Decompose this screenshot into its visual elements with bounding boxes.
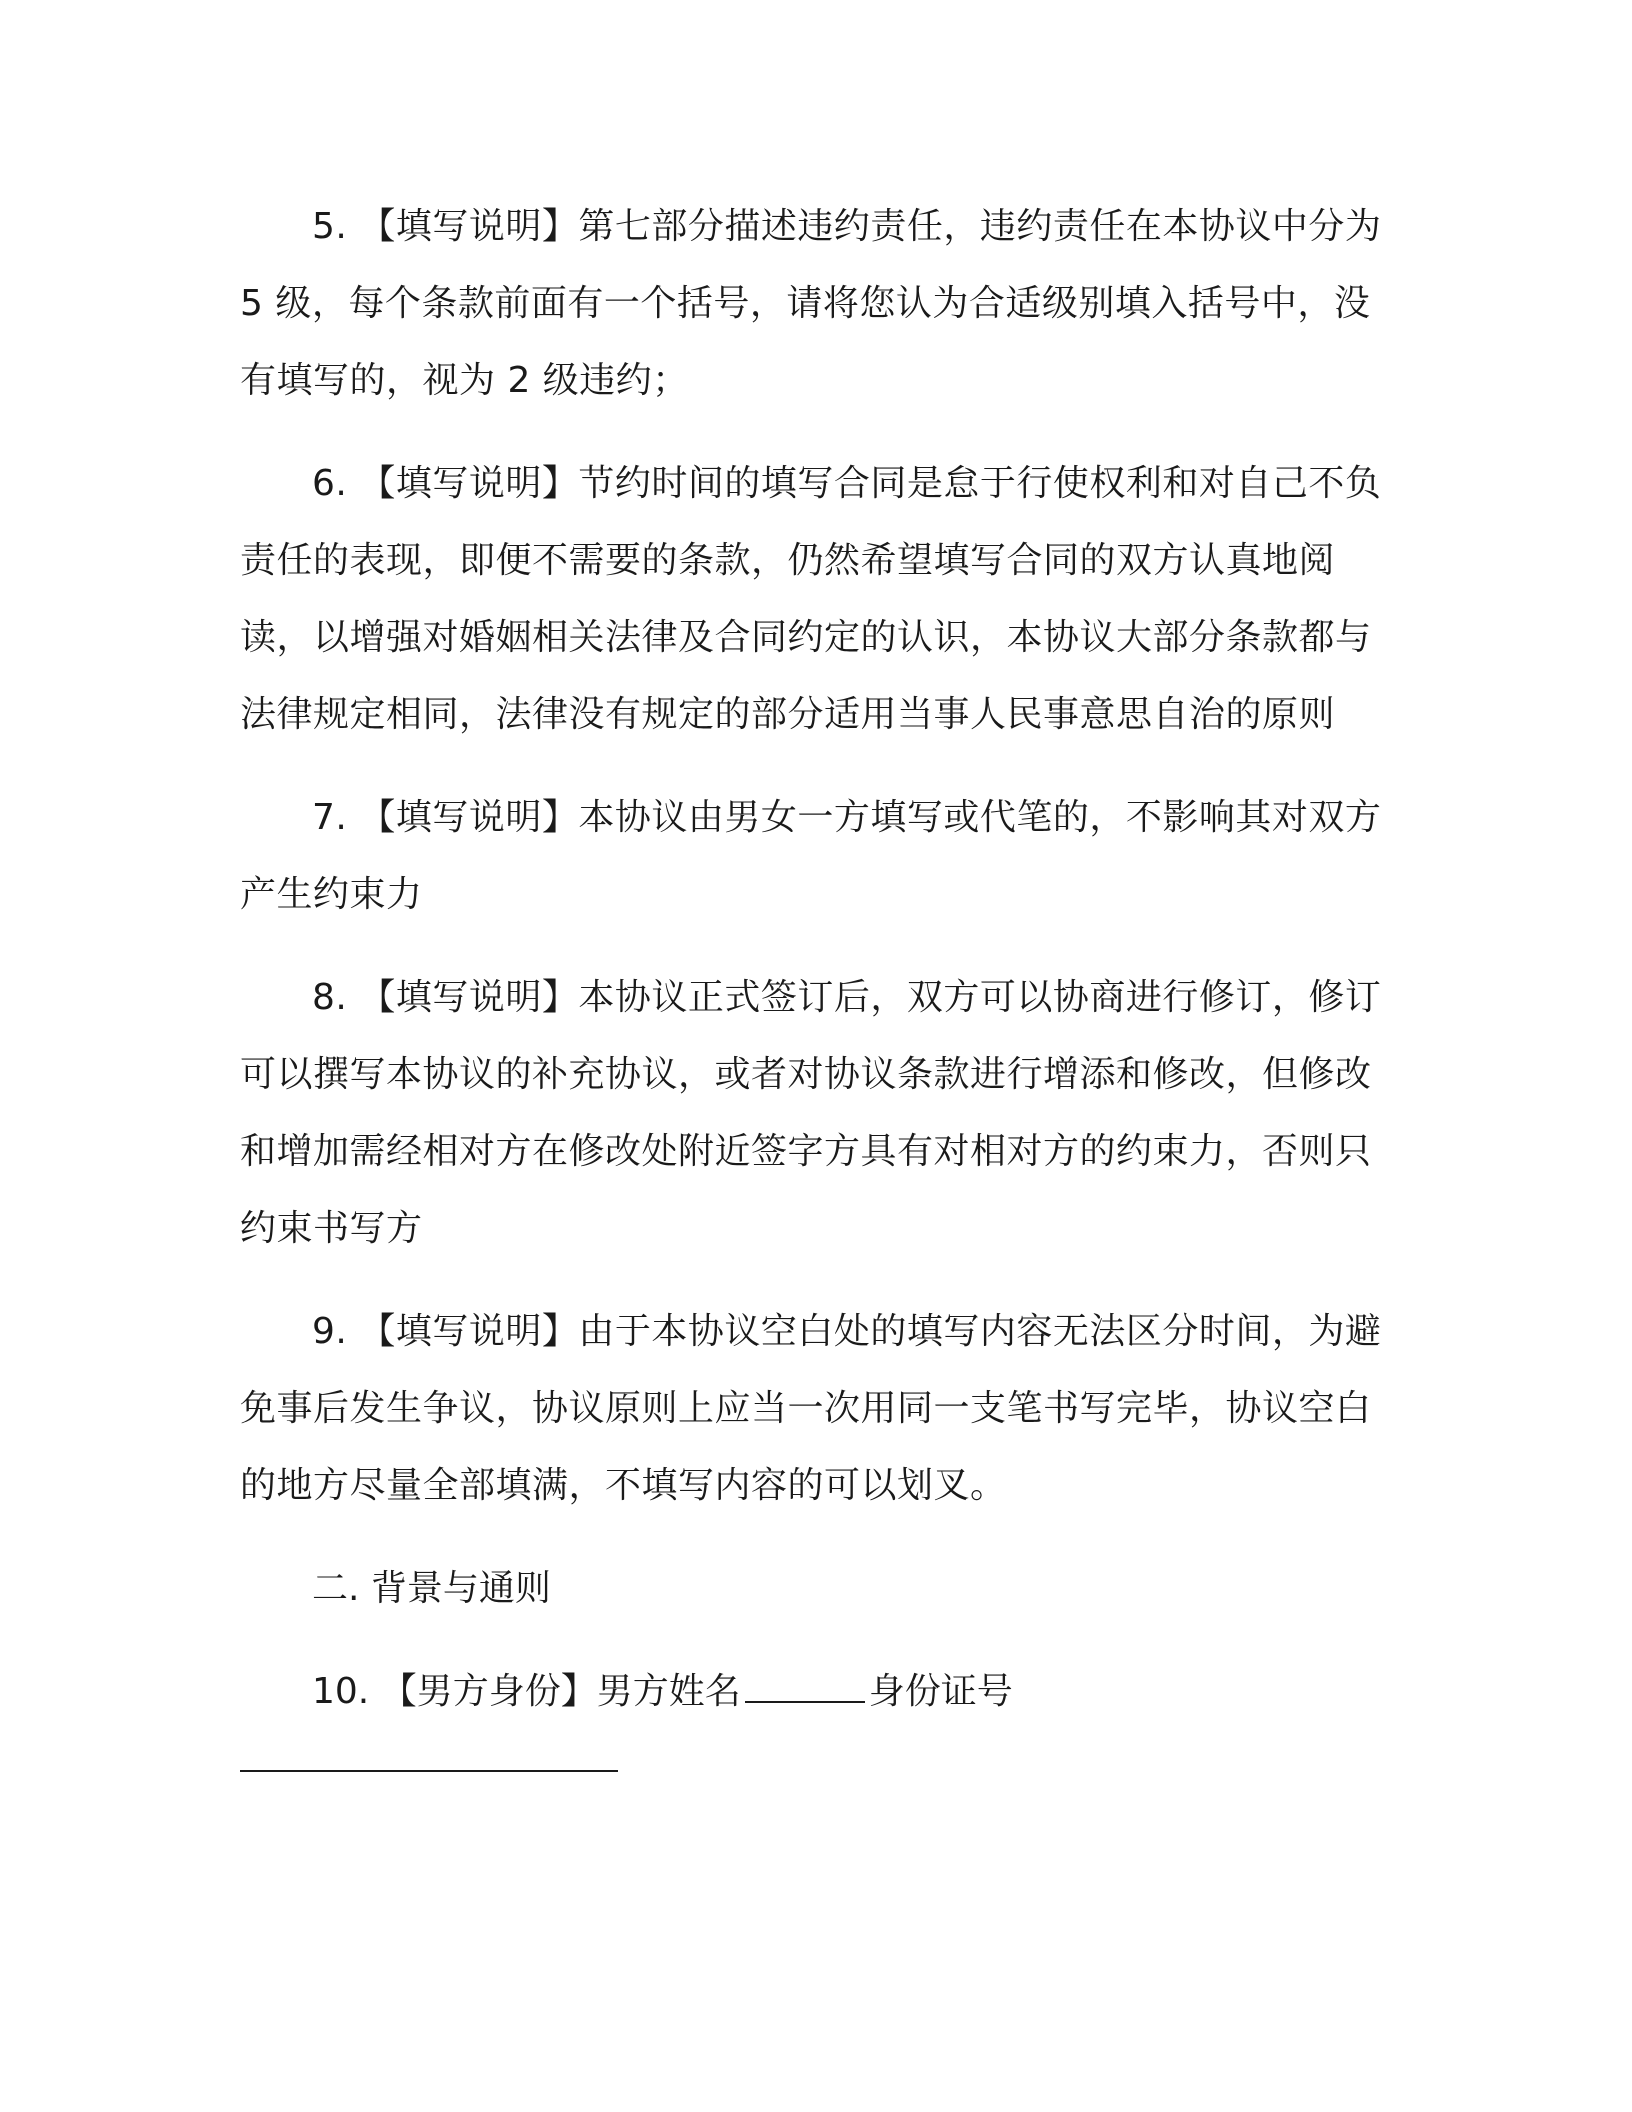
id-number-blank[interactable] xyxy=(240,1770,618,1772)
field-tag: 【男方身份】 xyxy=(380,1671,597,1712)
paragraph-5 xyxy=(240,188,1390,419)
paragraph-text: 节约时间的填写合同是怠于行使权利和对自己不负责任的表现，即便不需要的条款，仍然希望填写合同的双方认真地阅读，以增强对婚姻相关法律及合同约定的认识，本协议大部分条款都与法律规定相同，法律没有规定的部分适用当事人民事意思自治的原则 xyxy=(240,463,1382,735)
paragraph-9 xyxy=(240,1293,1390,1524)
paragraph-number: 7. xyxy=(312,797,348,838)
section-heading: 二. 背景与通则 xyxy=(312,1568,551,1609)
paragraph-text: 本协议由男女一方填写或代笔的，不影响其对双方产生约束力 xyxy=(240,797,1382,915)
male-identity-line xyxy=(240,1653,1390,1730)
paragraph-7 xyxy=(240,779,1390,933)
document-body xyxy=(240,188,1390,1772)
paragraph-6 xyxy=(240,445,1390,753)
paragraph-number: 8. xyxy=(312,977,348,1018)
paragraph-text: 本协议正式签订后，双方可以协商进行修订，修订可以撰写本协议的补充协议，或者对协议条款进行增添和修改，但修改和增加需经相对方在修改处附近签字方具有对相对方的约束力，否则只约束书写方 xyxy=(240,977,1382,1249)
paragraph-tag: 【填写说明】 xyxy=(359,797,579,838)
paragraph-number: 5. xyxy=(312,206,348,247)
paragraph-tag: 【填写说明】 xyxy=(359,977,579,1018)
paragraph-tag: 【填写说明】 xyxy=(359,206,579,247)
field-number: 10. xyxy=(312,1671,370,1712)
paragraph-number: 9. xyxy=(312,1311,348,1352)
paragraph-tag: 【填写说明】 xyxy=(359,463,579,504)
paragraph-tag: 【填写说明】 xyxy=(359,1311,579,1352)
name-label: 男方姓名 xyxy=(596,1671,741,1712)
paragraph-8 xyxy=(240,959,1390,1267)
paragraph-text: 第七部分描述违约责任，违约责任在本协议中分为 5 级，每个条款前面有一个括号，请将您认为合适级别填入括号中，没有填写的，视为 2 级违约； xyxy=(240,206,1382,401)
name-blank[interactable] xyxy=(745,1671,865,1703)
id-label: 身份证号 xyxy=(868,1671,1013,1712)
paragraph-number: 6. xyxy=(312,463,348,504)
paragraph-text: 由于本协议空白处的填写内容无法区分时间，为避免事后发生争议，协议原则上应当一次用同一支笔书写完毕，协议空白的地方尽量全部填满，不填写内容的可以划叉。 xyxy=(240,1311,1382,1506)
